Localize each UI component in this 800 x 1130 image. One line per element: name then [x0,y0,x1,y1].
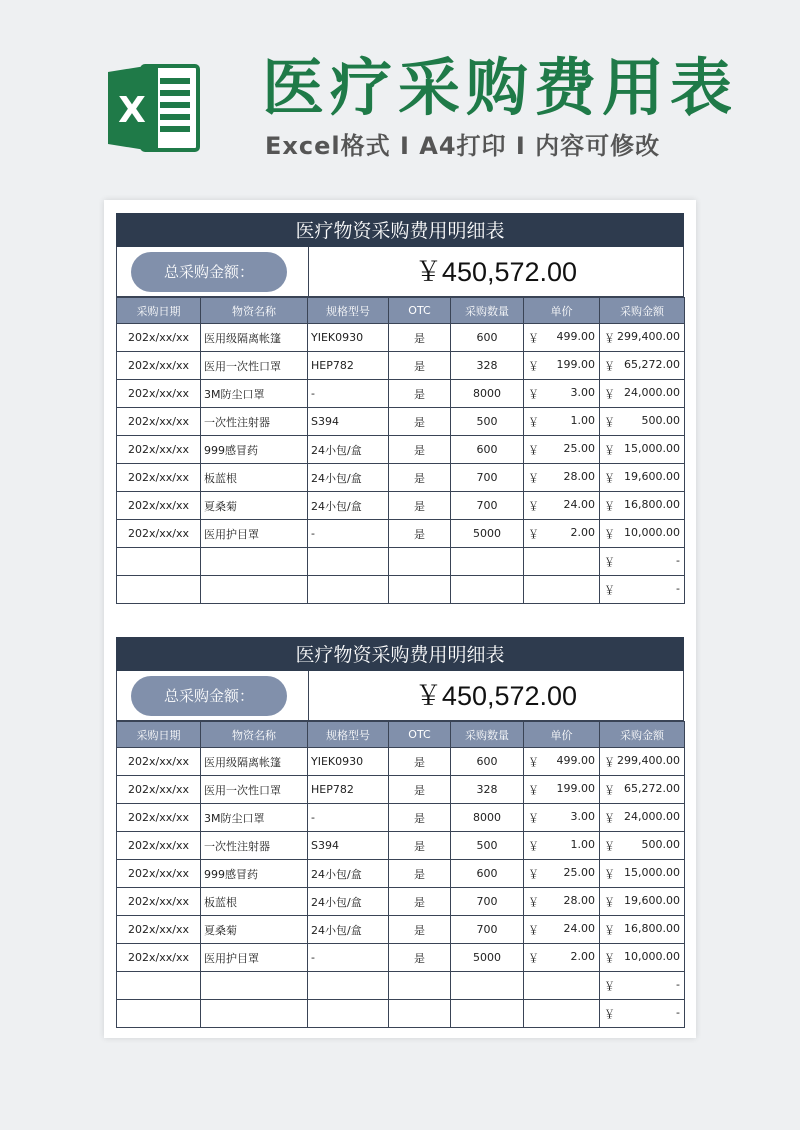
logo-letter: X [118,90,146,131]
cell-amount[interactable] [600,832,685,860]
cell-spec[interactable]: - [308,804,389,832]
sheet-1 [116,213,684,604]
sheet-title: 医疗物资采购费用明细表 [116,213,684,247]
cell-item-name[interactable] [201,1000,308,1028]
cell-value: 199.00 [556,781,595,795]
cell-date[interactable]: 202x/xx/xx [117,380,201,408]
cell-value: - [676,977,680,991]
cell-date[interactable] [117,548,201,576]
currency-symbol: ￥ [528,471,539,485]
cell-amount[interactable] [600,944,685,972]
header [0,0,800,190]
currency-symbol: ￥ [604,555,615,569]
column-header-unit-price: 单价 [524,298,600,324]
cell-unit-price[interactable] [524,860,600,888]
cell-value: 24.00 [563,497,595,511]
cell-item-name[interactable]: 医用护目罩 [201,944,308,972]
cell-spec[interactable]: S394 [308,832,389,860]
currency-symbol: ￥ [604,923,615,937]
cell-unit-price[interactable] [524,520,600,548]
cell-amount[interactable] [600,804,685,832]
cell-date[interactable] [117,972,201,1000]
cell-value: 15,000.00 [624,441,680,455]
cell-value: 24,000.00 [624,385,680,399]
detail-table [116,721,685,1028]
cell-quantity[interactable] [451,548,524,576]
cell-date[interactable]: 202x/xx/xx [117,804,201,832]
cell-item-name[interactable]: 板蓝根 [201,464,308,492]
cell-quantity[interactable]: 500 [451,408,524,436]
cell-item-name[interactable]: 999感冒药 [201,436,308,464]
cell-date[interactable]: 202x/xx/xx [117,832,201,860]
cell-amount[interactable] [600,520,685,548]
currency-symbol: ￥ [528,387,539,401]
cell-quantity[interactable]: 600 [451,436,524,464]
cell-amount[interactable] [600,1000,685,1028]
cell-value: 19,600.00 [624,469,680,483]
cell-value: - [676,553,680,567]
cell-spec[interactable]: 24小包/盒 [308,860,389,888]
currency-symbol: ￥ [528,923,539,937]
cell-quantity[interactable]: 700 [451,492,524,520]
cell-value: 10,000.00 [624,525,680,539]
currency-symbol: ￥ [528,331,539,345]
cell-amount[interactable] [600,408,685,436]
cell-unit-price[interactable] [524,352,600,380]
cell-spec[interactable] [308,576,389,604]
cell-item-name[interactable]: 医用一次性口罩 [201,776,308,804]
cell-quantity[interactable]: 5000 [451,520,524,548]
cell-date[interactable]: 202x/xx/xx [117,944,201,972]
cell-otc[interactable]: 是 [389,352,451,380]
cell-value: 65,272.00 [624,357,680,371]
currency-symbol: ￥ [604,811,615,825]
currency-symbol: ￥ [604,387,615,401]
cell-item-name[interactable]: 3M防尘口罩 [201,380,308,408]
column-header-spec: 规格型号 [308,298,389,324]
cell-date[interactable]: 202x/xx/xx [117,352,201,380]
cell-unit-price[interactable] [524,832,600,860]
cell-date[interactable]: 202x/xx/xx [117,520,201,548]
currency-symbol: ￥ [604,527,615,541]
cell-amount[interactable] [600,548,685,576]
total-row [116,247,684,297]
cell-otc[interactable]: 是 [389,380,451,408]
column-header-amount: 采购金额 [600,298,685,324]
cell-value: 19,600.00 [624,893,680,907]
cell-item-name[interactable]: 医用护目罩 [201,520,308,548]
cell-date[interactable] [117,576,201,604]
cell-otc[interactable]: 是 [389,520,451,548]
cell-item-name[interactable]: 一次性注射器 [201,408,308,436]
currency-symbol: ￥ [604,583,615,597]
cell-unit-price[interactable] [524,1000,600,1028]
cell-quantity[interactable]: 5000 [451,944,524,972]
cell-amount[interactable] [600,492,685,520]
cell-spec[interactable]: - [308,380,389,408]
cell-otc[interactable]: 是 [389,408,451,436]
column-header-otc: OTC [389,298,451,324]
cell-item-name[interactable]: 医用级隔离帐篷 [201,324,308,352]
cell-quantity[interactable] [451,1000,524,1028]
cell-otc[interactable]: 是 [389,916,451,944]
cell-value: 24,000.00 [624,809,680,823]
column-header-amount: 采购金额 [600,722,685,748]
cell-item-name[interactable]: 医用级隔离帐篷 [201,748,308,776]
cell-unit-price[interactable] [524,748,600,776]
cell-amount[interactable] [600,576,685,604]
cell-otc[interactable]: 是 [389,492,451,520]
cell-unit-price[interactable] [524,380,600,408]
cell-unit-price[interactable] [524,944,600,972]
currency-symbol: ￥ [528,839,539,853]
cell-item-name[interactable]: 3M防尘口罩 [201,804,308,832]
currency-symbol: ￥ [604,867,615,881]
cell-value: 16,800.00 [624,921,680,935]
cell-unit-price[interactable] [524,888,600,916]
cell-spec[interactable]: 24小包/盒 [308,916,389,944]
column-header-date: 采购日期 [117,298,201,324]
table-row [117,464,685,492]
table-row [117,748,685,776]
cell-quantity[interactable]: 700 [451,464,524,492]
cell-otc[interactable] [389,1000,451,1028]
cell-quantity[interactable]: 8000 [451,380,524,408]
cell-value: 2.00 [570,949,595,963]
cell-item-name[interactable]: 999感冒药 [201,860,308,888]
table-row [117,804,685,832]
cell-otc[interactable] [389,548,451,576]
cell-date[interactable]: 202x/xx/xx [117,748,201,776]
currency-symbol: ￥ [604,895,615,909]
cell-unit-price[interactable] [524,916,600,944]
cell-value: - [676,1005,680,1019]
cell-unit-price[interactable] [524,324,600,352]
currency-symbol: ￥ [604,783,615,797]
table-row [117,492,685,520]
cell-item-name[interactable] [201,576,308,604]
cell-quantity[interactable]: 8000 [451,804,524,832]
total-value[interactable]: ￥450,572.00 [414,257,578,287]
total-label: 总采购金额： [131,676,287,716]
cell-value: 299,400.00 [617,329,680,343]
cell-date[interactable]: 202x/xx/xx [117,492,201,520]
table-row [117,860,685,888]
currency-symbol: ￥ [604,415,615,429]
cell-date[interactable]: 202x/xx/xx [117,464,201,492]
column-header-date: 采购日期 [117,722,201,748]
table-row [117,548,685,576]
cell-value: 199.00 [556,357,595,371]
currency-symbol: ￥ [604,839,615,853]
cell-amount[interactable] [600,888,685,916]
cell-unit-price[interactable] [524,436,600,464]
cell-spec[interactable] [308,548,389,576]
currency-symbol: ￥ [528,359,539,373]
cell-value: 10,000.00 [624,949,680,963]
table-row [117,576,685,604]
cell-date[interactable]: 202x/xx/xx [117,888,201,916]
currency-symbol: ￥ [604,331,615,345]
table-row [117,832,685,860]
cell-amount[interactable] [600,916,685,944]
total-value[interactable]: ￥450,572.00 [414,681,578,711]
cell-quantity[interactable] [451,972,524,1000]
table-row [117,520,685,548]
cell-otc[interactable]: 是 [389,324,451,352]
cell-spec[interactable]: HEP782 [308,776,389,804]
cell-quantity[interactable]: 500 [451,832,524,860]
cell-otc[interactable]: 是 [389,748,451,776]
cell-unit-price[interactable] [524,972,600,1000]
cell-value: 28.00 [563,469,595,483]
currency-symbol: ￥ [604,1007,615,1021]
cell-quantity[interactable]: 700 [451,916,524,944]
cell-value: 1.00 [570,413,595,427]
cell-value: 2.00 [570,525,595,539]
cell-unit-price[interactable] [524,776,600,804]
column-header-quantity: 采购数量 [451,298,524,324]
cell-quantity[interactable]: 600 [451,748,524,776]
column-header-spec: 规格型号 [308,722,389,748]
cell-unit-price[interactable] [524,576,600,604]
currency-symbol: ￥ [528,527,539,541]
currency-symbol: ￥ [528,867,539,881]
currency-symbol: ￥ [528,951,539,965]
table-row [117,352,685,380]
column-header-quantity: 采购数量 [451,722,524,748]
cell-spec[interactable]: YIEK0930 [308,748,389,776]
cell-spec[interactable]: HEP782 [308,352,389,380]
cell-item-name[interactable]: 夏桑菊 [201,916,308,944]
cell-date[interactable]: 202x/xx/xx [117,324,201,352]
cell-quantity[interactable]: 700 [451,888,524,916]
cell-quantity[interactable]: 328 [451,776,524,804]
currency-symbol: ￥ [604,755,615,769]
cell-otc[interactable]: 是 [389,436,451,464]
cell-date[interactable]: 202x/xx/xx [117,436,201,464]
currency-symbol: ￥ [604,979,615,993]
cell-amount[interactable] [600,972,685,1000]
cell-date[interactable] [117,1000,201,1028]
cell-unit-price[interactable] [524,464,600,492]
cell-amount[interactable] [600,748,685,776]
cell-item-name[interactable] [201,972,308,1000]
currency-symbol: ￥ [528,443,539,457]
table-row [117,324,685,352]
cell-quantity[interactable]: 600 [451,324,524,352]
currency-symbol: ￥ [528,783,539,797]
cell-value: 299,400.00 [617,753,680,767]
cell-value: 3.00 [570,385,595,399]
total-label: 总采购金额： [131,252,287,292]
cell-value: - [676,581,680,595]
cell-amount[interactable] [600,380,685,408]
currency-symbol: ￥ [528,895,539,909]
cell-otc[interactable]: 是 [389,888,451,916]
currency-symbol: ￥ [604,499,615,513]
table-row [117,380,685,408]
currency-symbol: ￥ [528,755,539,769]
sheet-2 [116,637,684,1028]
cell-unit-price[interactable] [524,492,600,520]
column-header-item-name: 物资名称 [201,722,308,748]
cell-otc[interactable]: 是 [389,860,451,888]
cell-value: 499.00 [556,753,595,767]
cell-quantity[interactable] [451,576,524,604]
cell-value: 24.00 [563,921,595,935]
page-subtitle: Excel格式 I A4打印 I 内容可修改 [265,132,661,160]
cell-value: 16,800.00 [624,497,680,511]
cell-spec[interactable]: - [308,944,389,972]
table-row [117,436,685,464]
cell-date[interactable]: 202x/xx/xx [117,916,201,944]
cell-value: 499.00 [556,329,595,343]
currency-symbol: ￥ [528,499,539,513]
cell-unit-price[interactable] [524,408,600,436]
cell-otc[interactable] [389,972,451,1000]
cell-spec[interactable]: S394 [308,408,389,436]
cell-date[interactable]: 202x/xx/xx [117,776,201,804]
cell-value: 28.00 [563,893,595,907]
cell-otc[interactable]: 是 [389,776,451,804]
currency-symbol: ￥ [604,471,615,485]
table-row [117,916,685,944]
cell-spec[interactable] [308,972,389,1000]
cell-spec[interactable]: 24小包/盒 [308,888,389,916]
column-header-item-name: 物资名称 [201,298,308,324]
table-row [117,972,685,1000]
cell-value: 15,000.00 [624,865,680,879]
cell-quantity[interactable]: 328 [451,352,524,380]
cell-quantity[interactable]: 600 [451,860,524,888]
table-row [117,408,685,436]
sheet-title: 医疗物资采购费用明细表 [116,637,684,671]
detail-table [116,297,685,604]
table-row [117,1000,685,1028]
cell-otc[interactable]: 是 [389,464,451,492]
currency-symbol: ￥ [528,811,539,825]
cell-otc[interactable]: 是 [389,944,451,972]
cell-otc[interactable]: 是 [389,804,451,832]
cell-item-name[interactable] [201,548,308,576]
table-row [117,944,685,972]
cell-item-name[interactable]: 夏桑菊 [201,492,308,520]
cell-value: 1.00 [570,837,595,851]
cell-item-name[interactable]: 板蓝根 [201,888,308,916]
cell-spec[interactable]: - [308,520,389,548]
cell-spec[interactable]: 24小包/盒 [308,492,389,520]
cell-spec[interactable] [308,1000,389,1028]
cell-value: 25.00 [563,441,595,455]
cell-amount[interactable] [600,436,685,464]
currency-symbol: ￥ [604,443,615,457]
cell-amount[interactable] [600,352,685,380]
excel-logo-icon [104,58,204,158]
cell-amount[interactable] [600,464,685,492]
cell-amount[interactable] [600,776,685,804]
column-header-otc: OTC [389,722,451,748]
cell-amount[interactable] [600,324,685,352]
total-row [116,671,684,721]
cell-unit-price[interactable] [524,548,600,576]
cell-otc[interactable] [389,576,451,604]
cell-item-name[interactable]: 一次性注射器 [201,832,308,860]
page-title: 医疗采购费用表 [262,51,739,124]
cell-value: 3.00 [570,809,595,823]
cell-item-name[interactable]: 医用一次性口罩 [201,352,308,380]
currency-symbol: ￥ [528,415,539,429]
cell-spec[interactable]: 24小包/盒 [308,464,389,492]
cell-value: 25.00 [563,865,595,879]
table-row [117,776,685,804]
cell-spec[interactable]: YIEK0930 [308,324,389,352]
cell-amount[interactable] [600,860,685,888]
cell-date[interactable]: 202x/xx/xx [117,860,201,888]
cell-value: 65,272.00 [624,781,680,795]
cell-value: 500.00 [641,837,680,851]
currency-symbol: ￥ [604,359,615,373]
currency-symbol: ￥ [604,951,615,965]
cell-spec[interactable]: 24小包/盒 [308,436,389,464]
cell-otc[interactable]: 是 [389,832,451,860]
cell-unit-price[interactable] [524,804,600,832]
table-row [117,888,685,916]
cell-value: 500.00 [641,413,680,427]
column-header-unit-price: 单价 [524,722,600,748]
cell-date[interactable]: 202x/xx/xx [117,408,201,436]
